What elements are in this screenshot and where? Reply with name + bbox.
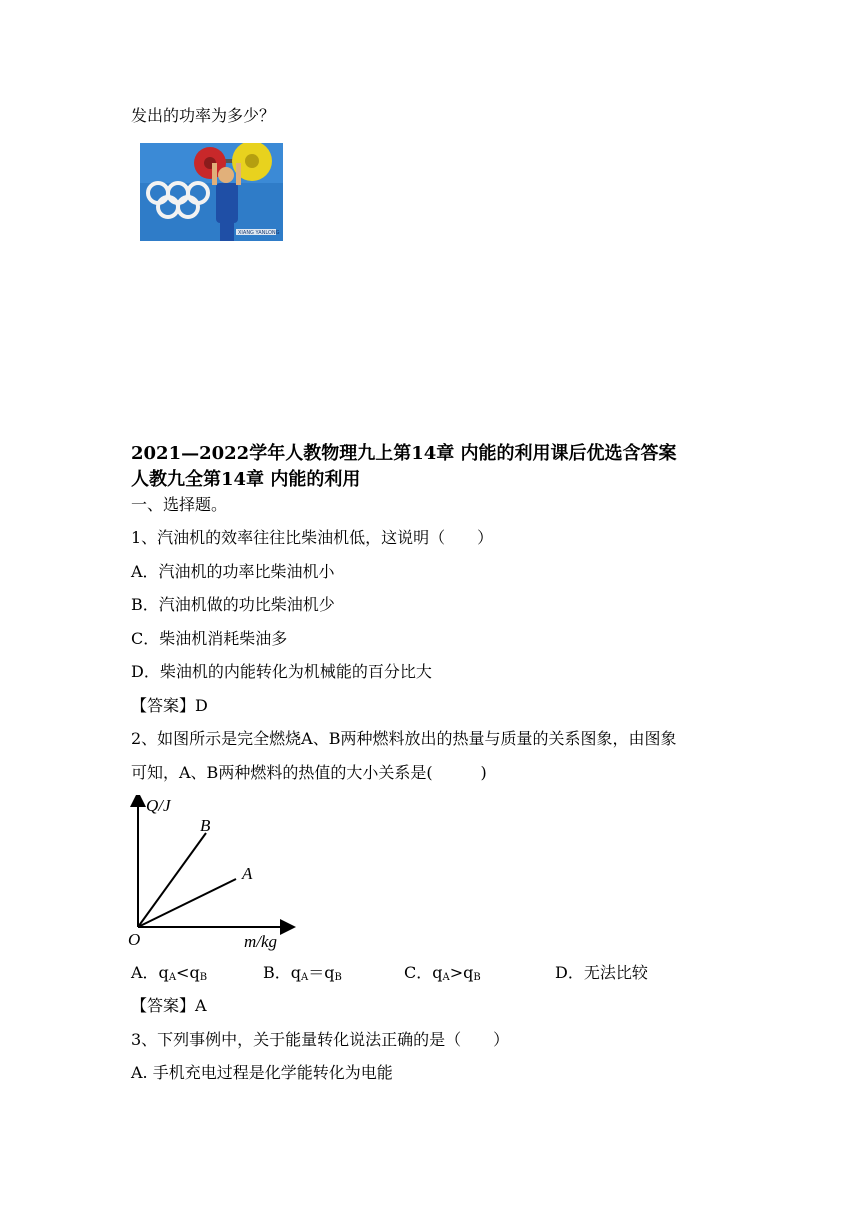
q2-option-b: B．$q_A=q_B$ <box>263 963 342 983</box>
q2-option-a: A．$q_A<q_B$ <box>131 963 208 983</box>
line-b <box>138 833 206 927</box>
section-heading: 一、选择题。 <box>131 495 228 514</box>
line-a-label: A <box>242 864 253 883</box>
weightlifter-photo <box>140 143 283 241</box>
q1-option-a: A．汽油机的功率比柴油机小 <box>131 562 335 581</box>
q2-stem-line2: 可知，A、B两种燃料的热值的大小关系是( ) <box>131 763 487 782</box>
q1-stem: 1、汽油机的效率往往比柴油机低，这说明（ ） <box>131 528 494 547</box>
q2-answer: 【答案】A <box>131 996 207 1015</box>
q2-stem-line1: 2、如图所示是完全燃烧A、B两种燃料放出的热量与质量的关系图象，由图象 <box>131 729 677 748</box>
x-axis-label: m/kg <box>244 932 278 951</box>
q2-option-c: C．$q_A>q_B$ <box>404 963 481 983</box>
q-m-graph <box>128 795 298 955</box>
origin-label: O <box>128 930 141 949</box>
line-a <box>138 879 236 927</box>
y-axis-label: Q/J <box>146 796 171 815</box>
line-b-label: B <box>200 816 211 835</box>
q3-option-a: A. 手机充电过程是化学能转化为电能 <box>131 1063 393 1082</box>
weightlifter-photo-icon <box>140 143 283 241</box>
document-subtitle: 人教九全第14章 内能的利用 <box>131 469 361 490</box>
q1-answer: 【答案】D <box>131 696 208 715</box>
photo-caption: XIANG YANLONG <box>238 230 280 236</box>
q1-option-d: D．柴油机的内能转化为机械能的百分比大 <box>131 662 432 681</box>
document-title: 2021—2022学年人教物理九上第14章 内能的利用课后优选含答案 <box>131 443 677 464</box>
q3-stem: 3、下列事例中，关于能量转化说法正确的是（ ） <box>131 1030 510 1049</box>
question-tail: 发出的功率为多少？ <box>131 106 276 125</box>
q1-option-b: B．汽油机做的功比柴油机少 <box>131 595 335 614</box>
q2-option-d: D．无法比较 <box>555 963 648 982</box>
q1-option-c: C．柴油机消耗柴油多 <box>131 629 288 648</box>
